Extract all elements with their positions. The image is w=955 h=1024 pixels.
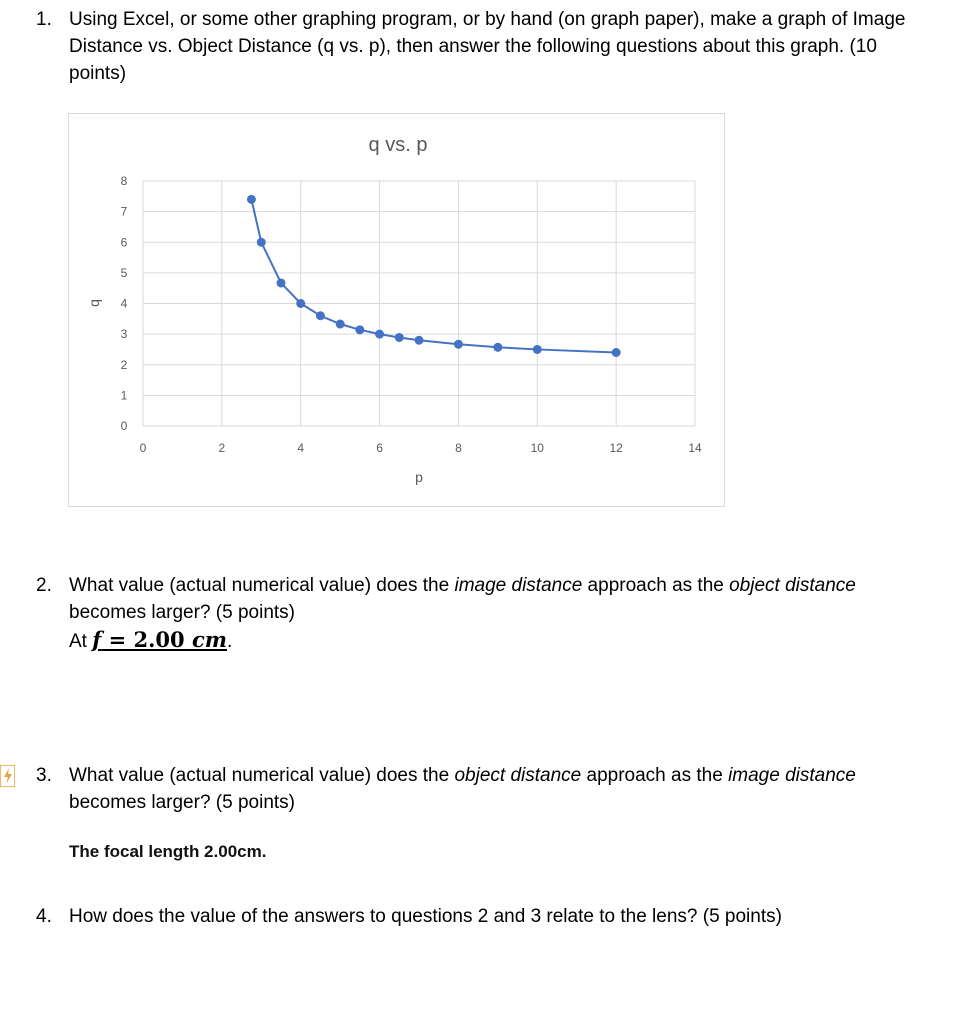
question-3-text bbox=[69, 762, 929, 816]
question-3-text-post: becomes larger? (5 points) bbox=[69, 792, 295, 813]
question-4-number: 4. bbox=[36, 906, 52, 927]
question-3-answer: The focal length 2.00cm. bbox=[69, 842, 267, 861]
question-1-text: Using Excel, or some other graphing program, or by hand (on graph paper), make a graph of Image Distance vs. Object Distance (q vs. p), then answer the following questions about this graph. (10 points) bbox=[69, 9, 906, 84]
series-line bbox=[251, 199, 616, 352]
y-tick-label: 1 bbox=[120, 388, 128, 403]
chart-svg bbox=[69, 114, 724, 506]
data-point bbox=[612, 348, 621, 357]
data-point bbox=[296, 299, 305, 308]
chart-q-vs-p bbox=[68, 113, 725, 507]
y-tick-label: 7 bbox=[120, 204, 128, 219]
data-point bbox=[533, 345, 542, 354]
chart-gridlines bbox=[143, 181, 695, 426]
x-tick-label: 0 bbox=[139, 441, 147, 455]
chart-series bbox=[247, 195, 621, 357]
question-1-number: 1. bbox=[36, 9, 52, 30]
y-tick-label: 6 bbox=[120, 235, 128, 250]
chart-tick-labels bbox=[121, 174, 702, 455]
chart-title: q vs. p bbox=[368, 134, 428, 156]
answer-formula bbox=[92, 627, 227, 652]
formula-unit: cm bbox=[191, 627, 227, 652]
data-point bbox=[336, 320, 345, 329]
question-2-text bbox=[69, 572, 929, 626]
y-tick-label: 5 bbox=[120, 265, 128, 280]
y-axis-label: q bbox=[86, 299, 102, 307]
flag-icon[interactable] bbox=[0, 765, 15, 787]
x-tick-label: 2 bbox=[218, 441, 226, 455]
formula-value: = 2.00 bbox=[101, 627, 192, 652]
y-tick-label: 8 bbox=[120, 174, 128, 188]
x-axis-label: p bbox=[415, 469, 423, 485]
x-tick-label: 6 bbox=[376, 441, 383, 455]
question-3-text-mid: approach as the bbox=[581, 765, 729, 786]
answer-prefix: At bbox=[69, 631, 93, 652]
x-tick-label: 10 bbox=[530, 441, 544, 455]
data-point bbox=[375, 330, 384, 339]
data-point bbox=[395, 333, 404, 342]
data-point bbox=[355, 325, 364, 334]
question-3-number: 3. bbox=[36, 765, 52, 786]
x-tick-label: 4 bbox=[297, 441, 305, 455]
question-2-number: 2. bbox=[36, 575, 52, 596]
answer-suffix: . bbox=[226, 631, 233, 652]
data-point bbox=[454, 340, 463, 349]
question-2-emphasis-2: object distance bbox=[729, 575, 856, 596]
x-tick-label: 12 bbox=[609, 441, 623, 455]
question-3-emphasis-2: image distance bbox=[728, 765, 856, 786]
data-point bbox=[247, 195, 256, 204]
question-2-text-post: becomes larger? (5 points) bbox=[69, 602, 295, 623]
x-tick-label: 14 bbox=[688, 441, 702, 455]
formula-f: f bbox=[92, 627, 102, 652]
data-point bbox=[415, 336, 424, 345]
y-tick-label: 3 bbox=[120, 327, 128, 342]
question-3-text-pre: What value (actual numerical value) does the bbox=[69, 765, 455, 786]
y-tick-label: 0 bbox=[120, 419, 128, 433]
question-3-emphasis-1: object distance bbox=[454, 765, 582, 786]
question-4-text: How does the value of the answers to questions 2 and 3 relate to the lens? (5 points) bbox=[69, 906, 782, 927]
data-point bbox=[493, 343, 502, 352]
question-2-emphasis-1: image distance bbox=[454, 575, 583, 596]
data-point bbox=[316, 311, 325, 320]
data-point bbox=[257, 238, 266, 247]
y-tick-label: 2 bbox=[120, 357, 128, 372]
x-tick-label: 8 bbox=[455, 441, 462, 455]
question-2-text-pre: What value (actual numerical value) does the bbox=[69, 575, 455, 596]
question-2-text-mid: approach as the bbox=[582, 575, 730, 596]
question-2-answer bbox=[69, 626, 232, 656]
data-point bbox=[277, 278, 286, 287]
y-tick-label: 4 bbox=[120, 296, 128, 311]
